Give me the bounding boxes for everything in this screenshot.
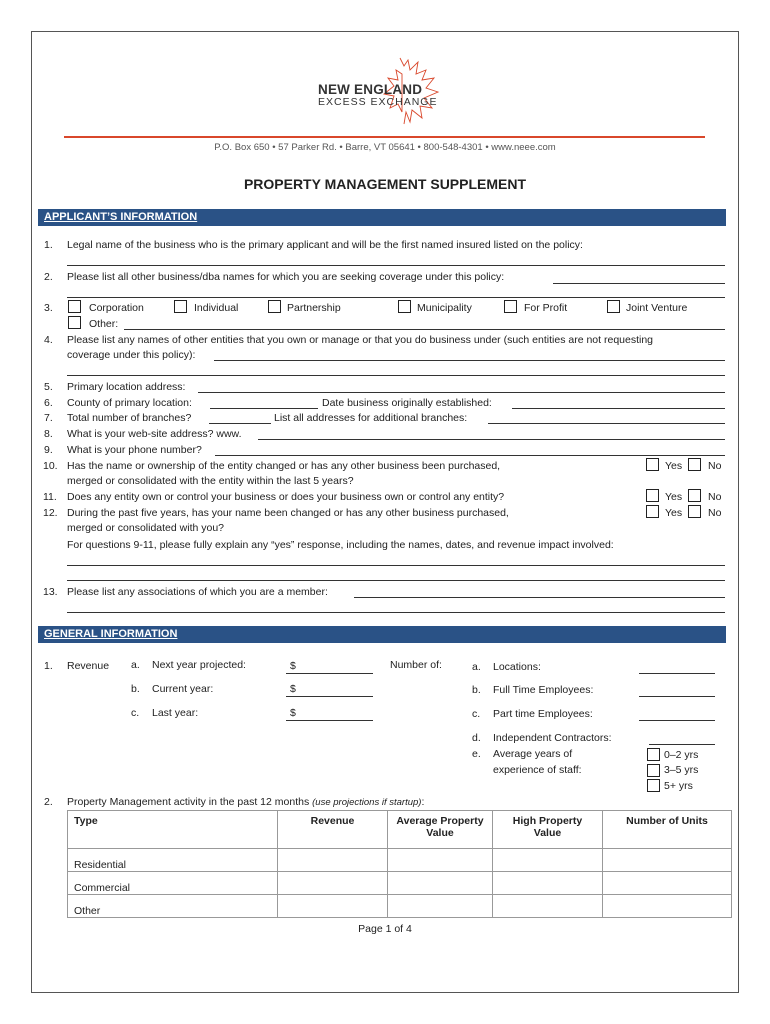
checkbox-municipality[interactable]: [398, 300, 411, 313]
q1-answer-line[interactable]: [67, 265, 725, 266]
exp-0-2-label: 0–2 yrs: [664, 749, 699, 761]
q7-branches-line[interactable]: [209, 423, 271, 424]
page-title: PROPERTY MANAGEMENT SUPPLEMENT: [243, 176, 527, 192]
q11-label: Does any entity own or control your business or does your business own or control any entity?: [67, 491, 505, 503]
q12-label: During the past five years, has your name been changed or has any other business purchased,: [67, 507, 509, 519]
n-d-letter: d.: [472, 732, 481, 744]
q8-label: What is your web-site address? www.: [67, 428, 242, 440]
q12-yes-checkbox[interactable]: [646, 505, 659, 518]
logo-line-2: EXCESS EXCHANGE: [318, 96, 438, 108]
cell-input[interactable]: [388, 895, 493, 918]
q9-answer-line[interactable]: [215, 455, 725, 456]
cell-input[interactable]: [278, 895, 388, 918]
table-row: [68, 849, 732, 872]
part-time-input[interactable]: [639, 720, 715, 721]
checkbox-joint-venture[interactable]: [607, 300, 620, 313]
checkbox-for-profit[interactable]: [504, 300, 517, 313]
explain-answer-line-2[interactable]: [67, 580, 725, 581]
q12-no-checkbox[interactable]: [688, 505, 701, 518]
q10-yes-checkbox[interactable]: [646, 458, 659, 471]
q1-label: Legal name of the business who is the primary applicant and will be the first named insured listed on the policy:: [67, 239, 583, 251]
option-partnership-label: Partnership: [287, 302, 341, 314]
rev-last-year-input[interactable]: [286, 720, 373, 721]
full-time-input[interactable]: [639, 696, 715, 697]
exp-3-5-checkbox[interactable]: [647, 764, 660, 777]
q4-label-2: coverage under this policy):: [67, 349, 196, 361]
cell-input[interactable]: [388, 849, 493, 872]
q13-answer-line-2[interactable]: [67, 612, 725, 613]
page-number: Page 1 of 4: [358, 923, 412, 935]
n-a-letter: a.: [472, 661, 481, 673]
q11-number: 11.: [43, 491, 57, 503]
q1-number: 1.: [44, 239, 53, 251]
rev-next-year-dollar: $: [290, 660, 296, 672]
q8-answer-line[interactable]: [258, 439, 725, 440]
experience-label-2: experience of staff:: [493, 764, 582, 776]
q4-answer-line[interactable]: [214, 360, 725, 361]
g2-number: 2.: [44, 796, 53, 808]
exp-0-2-checkbox[interactable]: [647, 748, 660, 761]
q2-answer-line-2[interactable]: [67, 297, 725, 298]
exp-5plus-checkbox[interactable]: [647, 779, 660, 792]
contractors-input[interactable]: [649, 744, 715, 745]
q11-no-checkbox[interactable]: [688, 489, 701, 502]
col-revenue: Revenue: [278, 811, 388, 849]
q2-number: 2.: [44, 271, 53, 283]
table-row: [68, 872, 732, 895]
section-header-general: GENERAL INFORMATION: [38, 626, 726, 643]
explain-instruction: For questions 9-11, please fully explain any “yes” response, including the names, dates, and revenue impact involved:: [67, 539, 614, 551]
q11-no-label: No: [708, 491, 722, 503]
logo-line-1: NEW ENGLAND: [318, 82, 423, 97]
q3-number: 3.: [44, 302, 53, 314]
rev-a-letter: a.: [131, 659, 140, 671]
q6-date-label: Date business originally established:: [322, 397, 492, 409]
rev-current-year-label: Current year:: [152, 683, 214, 695]
q2-label: Please list all other business/dba names for which you are seeking coverage under this policy:: [67, 271, 505, 283]
activity-table: [67, 810, 732, 918]
q9-number: 9.: [44, 444, 53, 456]
option-other-label: Other:: [89, 318, 119, 330]
checkbox-other[interactable]: [68, 316, 81, 329]
rev-next-year-label: Next year projected:: [152, 659, 246, 671]
rev-current-year-dollar: $: [290, 683, 296, 695]
q6-county-line[interactable]: [210, 408, 318, 409]
n-b-letter: b.: [472, 684, 481, 696]
row-type-commercial: Commercial: [68, 872, 278, 895]
revenue-label: Revenue: [67, 660, 110, 672]
q6-county-label: County of primary location:: [67, 397, 192, 409]
option-individual-label: Individual: [194, 302, 239, 314]
q10-label: Has the name or ownership of the entity changed or has any other business been purchased,: [67, 460, 501, 472]
q7-number: 7.: [44, 412, 53, 424]
checkbox-partnership[interactable]: [268, 300, 281, 313]
row-type-other: Other: [68, 895, 278, 918]
rev-last-year-dollar: $: [290, 707, 296, 719]
q7-branches-label: Total number of branches?: [67, 412, 192, 424]
option-municipality-label: Municipality: [417, 302, 472, 314]
locations-input[interactable]: [639, 673, 715, 674]
q7-addresses-line[interactable]: [488, 423, 725, 424]
cell-input[interactable]: [388, 872, 493, 895]
g2-label: Property Management activity in the past 12 months (use projections if startup):: [67, 796, 425, 808]
q10-number: 10.: [43, 460, 58, 472]
number-of-label: Number of:: [390, 659, 442, 671]
g1-number: 1.: [44, 660, 53, 672]
contractors-label: Independent Contractors:: [493, 732, 612, 744]
experience-label: Average years of: [493, 748, 573, 760]
cell-input[interactable]: [493, 872, 603, 895]
section-header-applicant: APPLICANT’S INFORMATION: [38, 209, 726, 226]
option-joint-venture-label: Joint Venture: [626, 302, 688, 314]
q4-number: 4.: [44, 334, 53, 346]
q6-number: 6.: [44, 397, 53, 409]
cell-input[interactable]: [493, 849, 603, 872]
cell-input[interactable]: [493, 895, 603, 918]
q5-number: 5.: [44, 381, 53, 393]
q12-label-2: merged or consolidated with you?: [67, 522, 225, 534]
q10-yes-label: Yes: [665, 460, 683, 472]
header-rule: [64, 136, 705, 138]
part-time-label: Part time Employees:: [493, 708, 593, 720]
q6-date-line[interactable]: [512, 408, 725, 409]
explain-answer-line-1[interactable]: [67, 565, 725, 566]
q7-addresses-label: List all addresses for additional branches:: [274, 412, 468, 424]
option-for-profit-label: For Profit: [524, 302, 568, 314]
col-high-value: High Property Value: [493, 811, 603, 849]
q13-number: 13.: [43, 586, 58, 598]
q10-no-checkbox[interactable]: [688, 458, 701, 471]
q9-label: What is your phone number?: [67, 444, 202, 456]
q12-number: 12.: [43, 507, 58, 519]
q5-answer-line[interactable]: [198, 392, 725, 393]
other-answer-line[interactable]: [124, 329, 725, 330]
rev-c-letter: c.: [131, 707, 140, 719]
company-address: P.O. Box 650 • 57 Parker Rd. • Barre, VT 05641 • 800-548-4301 • www.neee.com: [214, 142, 556, 153]
q11-yes-label: Yes: [665, 491, 683, 503]
col-average-value: Average Property Value: [388, 811, 493, 849]
cell-input[interactable]: [603, 849, 732, 872]
q10-no-label: No: [708, 460, 722, 472]
q13-label: Please list any associations of which you are a member:: [67, 586, 328, 598]
q13-answer-line[interactable]: [354, 597, 725, 598]
cell-input[interactable]: [603, 872, 732, 895]
exp-5plus-label: 5+ yrs: [664, 780, 693, 792]
checkbox-individual[interactable]: [174, 300, 187, 313]
q11-yes-checkbox[interactable]: [646, 489, 659, 502]
col-units: Number of Units: [603, 811, 732, 849]
q5-label: Primary location address:: [67, 381, 186, 393]
n-c-letter: c.: [472, 708, 481, 720]
full-time-label: Full Time Employees:: [493, 684, 594, 696]
q12-yes-label: Yes: [665, 507, 683, 519]
q4-label: Please list any names of other entities that you own or manage or that you do business under (such entities are not requesting: [67, 334, 654, 346]
rev-b-letter: b.: [131, 683, 140, 695]
col-type: Type: [68, 811, 278, 849]
locations-label: Locations:: [493, 661, 541, 673]
checkbox-corporation[interactable]: [68, 300, 81, 313]
table-header-row: [68, 811, 732, 849]
row-type-residential: Residential: [68, 849, 278, 872]
rev-last-year-label: Last year:: [152, 707, 199, 719]
rev-current-year-input[interactable]: [286, 696, 373, 697]
option-corporation-label: Corporation: [89, 302, 144, 314]
q4-answer-line-2[interactable]: [67, 375, 725, 376]
exp-3-5-label: 3–5 yrs: [664, 764, 699, 776]
n-e-letter: e.: [472, 748, 481, 760]
q12-no-label: No: [708, 507, 722, 519]
q2-answer-line[interactable]: [553, 283, 725, 284]
q10-label-2: merged or consolidated with the entity within the last 5 years?: [67, 475, 354, 487]
q8-number: 8.: [44, 428, 53, 440]
table-row: [68, 895, 732, 918]
cell-input[interactable]: [278, 849, 388, 872]
rev-next-year-input[interactable]: [286, 673, 373, 674]
cell-input[interactable]: [278, 872, 388, 895]
cell-input[interactable]: [603, 895, 732, 918]
